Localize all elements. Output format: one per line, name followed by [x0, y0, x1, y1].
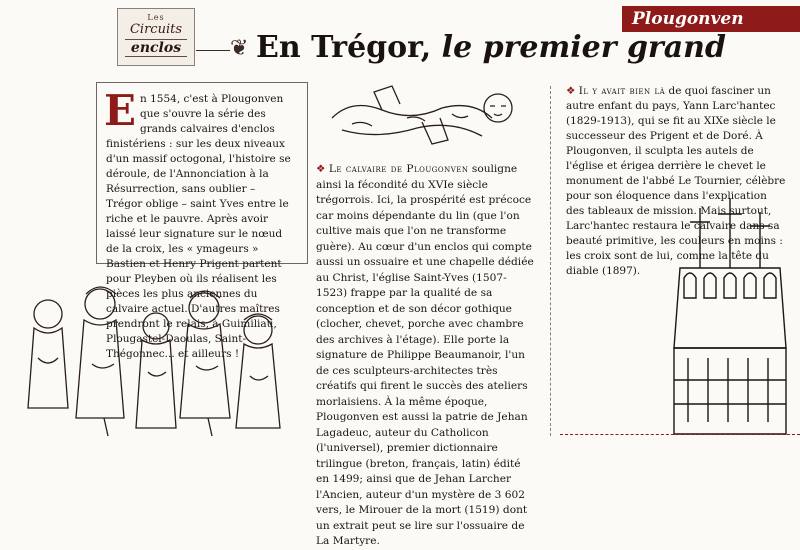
fleuron-ornament-icon: ❦	[230, 36, 249, 61]
drop-cap: E	[104, 86, 137, 135]
calvary-crosses-illustration	[660, 198, 800, 438]
bottom-dashed-rule	[560, 434, 800, 435]
bullet-ornament-icon: ❖	[566, 85, 576, 97]
calvaire-column	[316, 162, 534, 550]
title-main: En Trégor,	[256, 30, 432, 65]
logo-line1: Les	[147, 13, 165, 22]
intro-text: n 1554, c'est à Plougonven que s'ouvre la série des grands calvaires d'enclos finistériens : sur les deux niveaux d'un massif octogonal, l'histoire se déroule, de l'Annonciation à la Résurrection, sans oublier – Trégor oblige – saint Yves entre le riche et le pauvre. Après avoir laissé leur signature sur le nœud de la croix, les « ymageurs » Bastien et Henry Prigent partent pour Pleyben où ils réalisent les pièces les plus anciennes du calvaire actuel. D'autres maîtres prendront le relais, à Guimiliau, Plougastel-Daoulas, Saint-Thégonnec... et ailleurs !	[106, 93, 291, 360]
calvary-figures-illustration	[8, 268, 308, 438]
circuits-enclos-logo	[117, 8, 195, 66]
title-italic: le premier grand	[441, 30, 726, 65]
title-rule	[196, 50, 230, 51]
town-ribbon: Plougonven	[622, 6, 800, 32]
logo-line3: enclos	[125, 39, 187, 57]
bullet-ornament-icon: ❖	[316, 163, 326, 175]
larchantec-lead: Il y avait bien là	[578, 85, 666, 97]
calvaire-text: souligne ainsi la fécondité du XVIe siècle trégorrois. Ici, la prospérité est précoce car moins dépendante du lin (que l'on cultive mais que l'on ne transforme guère). Au cœur d'un enclos qui compte aussi un ossuaire et une chapelle dédiée au Christ, l'église Saint-Yves (1507-1523) frappe par la qualité de sa conception et de son décor gothique (clocher, chevet, porche avec chambre des archives à l'étage). Elle porte la signature de Philippe Beaumanoir, l'un de ces sculpteurs-architectes très créatifs qui firent le succès des ateliers morlaisiens. À la même époque, Plougonven est aussi la patrie de Jehan Lagadeuc, auteur du Catholicon (l'universel), premier dictionnaire trilingue (breton, français, latin) édité en 1499; ainsi que de Jehan Larcher l'Ancien, auteur d'un mystère de 3 602 vers, le Mirouer de la mort (1519) dont un extrait peut se lire sur l'ossuaire de La Martyre.	[316, 163, 534, 547]
reclining-figure-illustration	[322, 78, 522, 156]
column-divider	[550, 86, 551, 436]
logo-line2: Circuits	[129, 22, 183, 37]
page-title	[256, 30, 726, 65]
calvaire-lead: Le calvaire de Plougonven	[328, 163, 469, 175]
larchantec-text: de quoi fasciner un autre enfant du pays, Yann Larc'hantec (1829-1913), qui se fit au XIXe siècle le successeur des Prigent et de Doré. À Plougonven, il sculpta les autels de l'église et érigea derrière le chevet le monument de l'abbé Le Tournier, célèbre pour son éloquence dans l'explication des tableaux de mission. Mais surtout, Larc'hantec restaura le calvaire dans sa beauté primitive, les couleurs en moins : les croix sont de lui, comme la tête du diable (1897).	[566, 85, 786, 277]
